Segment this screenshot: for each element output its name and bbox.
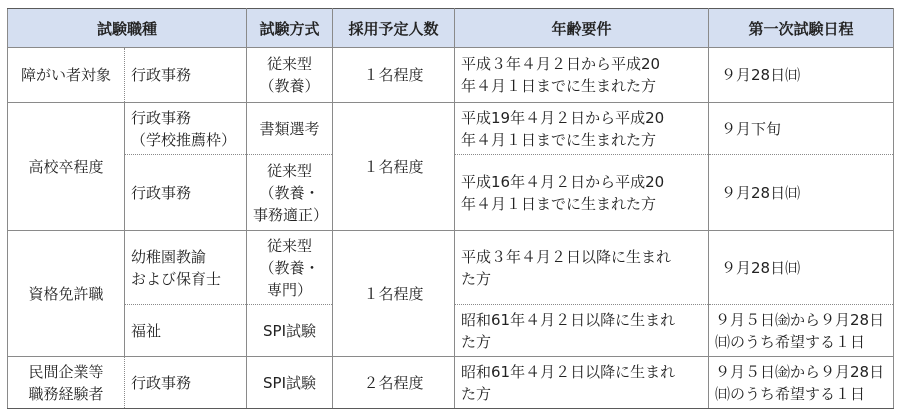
job-cell: 行政事務 [125,155,247,231]
table-row [8,103,894,155]
age-cell: 昭和61年４月２日以降に生まれ た方 [455,357,709,409]
category-cell: 障がい者対象 [8,48,125,103]
exam-schedule-table [7,8,894,409]
table-row [8,48,894,103]
schedule-cell: ９月28日㈰ [709,155,894,231]
category-cell: 民間企業等 職務経験者 [8,357,125,409]
count-cell: １名程度 [333,48,455,103]
age-cell: 平成３年４月２日以降に生まれ た方 [455,231,709,305]
count-cell: ２名程度 [333,357,455,409]
header-age: 年齢要件 [455,9,709,48]
job-cell: 行政事務 （学校推薦枠） [125,103,247,155]
schedule-cell: ９月下旬 [709,103,894,155]
job-cell: 行政事務 [125,357,247,409]
age-cell: 平成16年４月２日から平成20 年４月１日までに生まれた方 [455,155,709,231]
table-row [8,357,894,409]
job-cell: 福祉 [125,305,247,357]
header-job-type: 試験職種 [8,9,247,48]
job-cell: 行政事務 [125,48,247,103]
category-cell: 高校卒程度 [8,103,125,231]
age-cell: 平成19年４月２日から平成20 年４月１日までに生まれた方 [455,103,709,155]
header-method: 試験方式 [247,9,333,48]
schedule-cell: ９月28日㈰ [709,231,894,305]
header-count: 採用予定人数 [333,9,455,48]
method-cell: SPI試験 [247,305,333,357]
category-cell: 資格免許職 [8,231,125,357]
method-cell: 書類選考 [247,103,333,155]
method-cell: 従来型 （教養・ 専門） [247,231,333,305]
schedule-cell: ９月５日㈮から９月28日 ㈰のうち希望する１日 [709,305,894,357]
count-cell: １名程度 [333,103,455,231]
header-schedule: 第一次試験日程 [709,9,894,48]
method-cell: SPI試験 [247,357,333,409]
age-cell: 昭和61年４月２日以降に生まれ た方 [455,305,709,357]
age-cell: 平成３年４月２日から平成20 年４月１日までに生まれた方 [455,48,709,103]
method-cell: 従来型 （教養・ 事務適正） [247,155,333,231]
header-row [8,9,894,48]
schedule-cell: ９月28日㈰ [709,48,894,103]
table-row [8,231,894,305]
job-cell: 幼稚園教諭 および保育士 [125,231,247,305]
schedule-cell: ９月５日㈮から９月28日 ㈰のうち希望する１日 [709,357,894,409]
count-cell: １名程度 [333,231,455,357]
method-cell: 従来型 （教養） [247,48,333,103]
